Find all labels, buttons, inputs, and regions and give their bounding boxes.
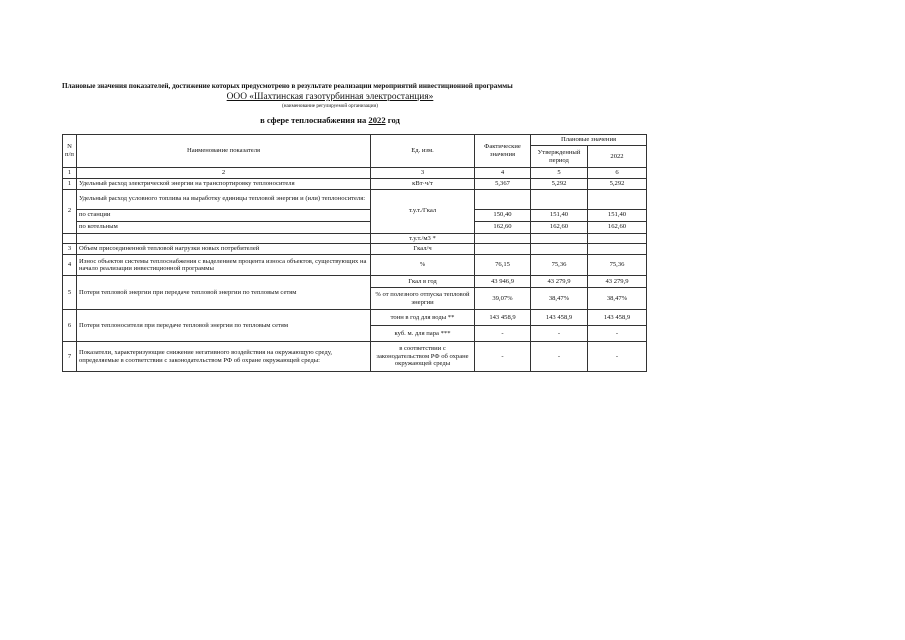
row-name: Объем присоединенной тепловой нагрузки новых потребителей: [77, 244, 371, 255]
row-year: 143 458,9: [588, 310, 647, 326]
row-approved: 151,40: [531, 209, 588, 221]
row-approved: 143 458,9: [531, 310, 588, 326]
row-year: 43 279,9: [588, 276, 647, 288]
row-approved: 5,292: [531, 178, 588, 189]
empty-cell: [63, 233, 77, 244]
row-num: 3: [63, 244, 77, 255]
row-approved: 43 279,9: [531, 276, 588, 288]
row-unit: Гкал/ч: [371, 244, 475, 255]
organization-name: ООО «Шахтинская газотурбинная электростанция»: [226, 92, 434, 102]
table-row: [63, 342, 647, 372]
empty-cell: [475, 189, 531, 209]
row-fact: 143 458,9: [475, 310, 531, 326]
row-approved: -: [531, 342, 588, 372]
index-cell: 4: [475, 168, 531, 179]
table-row: [63, 178, 647, 189]
row-unit: % от полезного отпуска тепловой энергии: [371, 288, 475, 310]
empty-cell: [588, 233, 647, 244]
row-fact: 76,15: [475, 255, 531, 276]
table-row: [63, 233, 647, 244]
col-plan-header: Плановые значения: [531, 135, 647, 146]
sphere-suffix: год: [387, 115, 400, 125]
row-year: 38,47%: [588, 288, 647, 310]
row-num: 6: [63, 310, 77, 342]
row-unit: в соответствии с законодательством РФ об охране окружающей среды: [371, 342, 475, 372]
empty-cell: [588, 189, 647, 209]
table-row: [63, 255, 647, 276]
row-year: -: [588, 342, 647, 372]
index-cell: 2: [77, 168, 371, 179]
row-fact: 39,07%: [475, 288, 531, 310]
row-fact: 43 946,9: [475, 276, 531, 288]
table-row: [63, 209, 647, 221]
row-fact: -: [475, 326, 531, 342]
col-fact-header: Фактические значения: [475, 135, 531, 168]
row-unit: т.у.т./м3 *: [371, 233, 475, 244]
row-year: 5,292: [588, 178, 647, 189]
document-heading: Плановые значения показателей, достижение которых предусмотрено в результате реализации мероприятий инвестиционной программы: [62, 82, 513, 90]
row-unit: %: [371, 255, 475, 276]
empty-cell: [531, 233, 588, 244]
row-approved: 162,60: [531, 221, 588, 233]
row-fact: -: [475, 342, 531, 372]
row-name: Потери тепловой энергии при передаче тепловой энергии по тепловым сетям: [77, 276, 371, 310]
row-year: 151,40: [588, 209, 647, 221]
index-cell: 3: [371, 168, 475, 179]
row-approved: -: [531, 326, 588, 342]
table-row: [63, 310, 647, 326]
index-cell: 6: [588, 168, 647, 179]
index-cell: 5: [531, 168, 588, 179]
indicators-table: [62, 134, 647, 372]
col-unit-header: Ед. изм.: [371, 135, 475, 168]
col-approved-header: Утвержденный период: [531, 146, 588, 168]
organization-note: (наименование регулируемой организации): [281, 103, 378, 109]
empty-cell: [475, 244, 531, 255]
row-year: 75,36: [588, 255, 647, 276]
table-row: [63, 276, 647, 288]
col-num-header: N п/п: [63, 135, 77, 168]
row-unit: Гкал в год: [371, 276, 475, 288]
row-name: Показатели, характеризующие снижение негативного воздействия на окружающую среду, определяемые в соответствии с законодательством РФ об охране окружающей среды:: [77, 342, 371, 372]
table-row: [63, 189, 647, 209]
row-unit: куб. м. для пара ***: [371, 326, 475, 342]
empty-cell: [77, 233, 371, 244]
index-cell: 1: [63, 168, 77, 179]
row-unit: кВт·ч/т: [371, 178, 475, 189]
empty-cell: [588, 244, 647, 255]
row-fact: 150,40: [475, 209, 531, 221]
row-num: 7: [63, 342, 77, 372]
row-num: 1: [63, 178, 77, 189]
row-unit: тонн в год для воды **: [371, 310, 475, 326]
row-num: 2: [63, 189, 77, 233]
row-name: Износ объектов системы теплоснабжения с выделением процента износа объектов, существующих на начало реализации инвестиционной программы: [77, 255, 371, 276]
row-approved: 75,36: [531, 255, 588, 276]
col-year-header: 2022: [588, 146, 647, 168]
empty-cell: [531, 189, 588, 209]
row-subname: по котельным: [77, 221, 371, 233]
row-num: 4: [63, 255, 77, 276]
sphere-title: [0, 115, 660, 125]
row-subname: по станции: [77, 209, 371, 221]
sphere-year: 2022: [368, 115, 386, 125]
row-name: Удельный расход условного топлива на выработку единицы тепловой энергии и (или) теплоносителя:: [77, 189, 371, 209]
row-year: -: [588, 326, 647, 342]
row-approved: 38,47%: [531, 288, 588, 310]
row-year: 162,60: [588, 221, 647, 233]
row-name: Потери теплоносителя при передаче тепловой энергии по тепловым сетям: [77, 310, 371, 342]
col-name-header: Наименование показателя: [77, 135, 371, 168]
row-fact: 5,367: [475, 178, 531, 189]
table-row: [63, 244, 647, 255]
row-fact: 162,60: [475, 221, 531, 233]
empty-cell: [531, 244, 588, 255]
row-unit: т.у.т./Гкал: [371, 189, 475, 233]
sphere-prefix: в сфере теплоснабжения на: [260, 115, 367, 125]
row-num: 5: [63, 276, 77, 310]
table-row: [63, 221, 647, 233]
row-name: Удельный расход электрической энергии на транспортировку теплоносителя: [77, 178, 371, 189]
empty-cell: [475, 233, 531, 244]
